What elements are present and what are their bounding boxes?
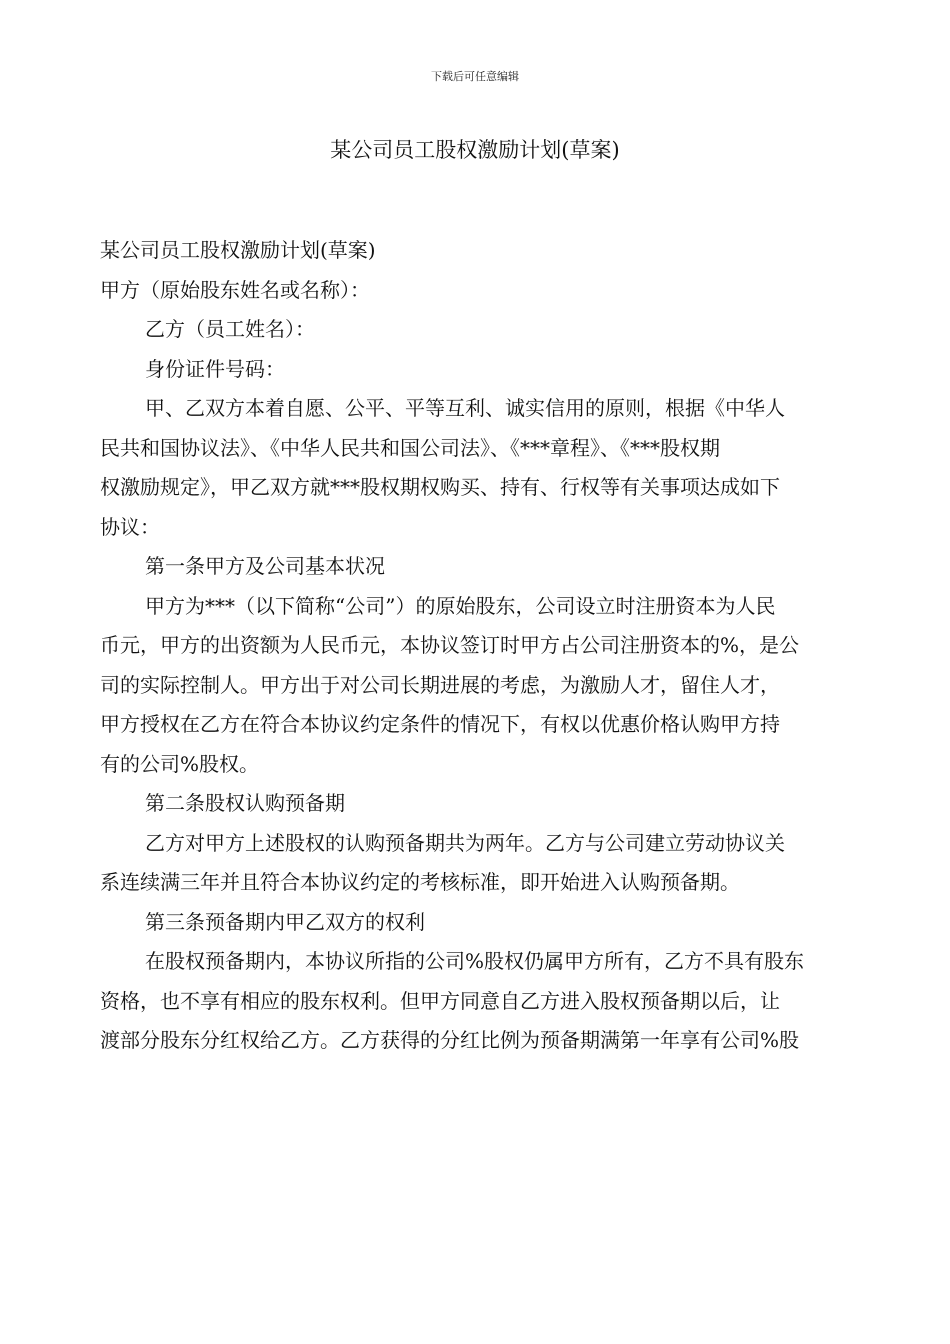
- body-line: 甲方为***（以下简称“公司”）的原始股东，公司设立时注册资本为人民: [145, 593, 776, 618]
- body-line: 系连续满三年并且符合本协议约定的考核标准，即开始进入认购预备期。: [100, 870, 740, 894]
- document-body: [100, 231, 870, 1061]
- body-line: 乙方（员工姓名）：: [145, 317, 315, 341]
- body-line: 渡部分股东分红权给乙方。乙方获得的分红比例为预备期满第一年享有公司%股: [100, 1028, 800, 1052]
- section-heading: 第二条股权认购预备期: [145, 791, 345, 815]
- body-line: 乙方对甲方上述股权的认购预备期共为两年。乙方与公司建立劳动协议关: [145, 830, 785, 855]
- body-line: 民共和国协议法》、《中华人民共和国公司法》、《***章程》、《***股权期: [100, 435, 720, 460]
- section-heading: 第一条甲方及公司基本状况: [145, 554, 385, 578]
- body-line: 甲、乙双方本着自愿、公平、平等互利、诚实信用的原则，根据《中华人: [145, 396, 785, 420]
- body-line: 某公司员工股权激励计划(草案): [100, 238, 376, 262]
- body-line: 司的实际控制人。甲方出于对公司长期进展的考虑，为激励人才，留住人才，: [100, 672, 780, 697]
- page-header-note: 下载后可任意编辑: [431, 70, 519, 83]
- document-title: 某公司员工股权激励计划(草案): [330, 138, 620, 162]
- body-line: 有的公司%股权。: [100, 751, 260, 776]
- body-line: 币元，甲方的出资额为人民币元，本协议签订时甲方占公司注册资本的%，是公: [100, 633, 800, 657]
- body-line: 资格，也不享有相应的股东权利。但甲方同意自乙方进入股权预备期以后，让: [100, 988, 780, 1013]
- body-line: 身份证件号码：: [145, 356, 285, 381]
- section-heading: 第三条预备期内甲乙双方的权利: [145, 909, 425, 934]
- body-line: 甲方（原始股东姓名或名称）：: [100, 277, 370, 302]
- body-line: 协议：: [100, 514, 160, 539]
- body-line: 权激励规定》，甲乙双方就***股权期权购买、持有、行权等有关事项达成如下: [100, 475, 780, 499]
- body-line: 在股权预备期内，本协议所指的公司%股权仍属甲方所有，乙方不具有股东: [145, 949, 805, 973]
- body-line: 甲方授权在乙方在符合本协议约定条件的情况下，有权以优惠价格认购甲方持: [100, 712, 780, 736]
